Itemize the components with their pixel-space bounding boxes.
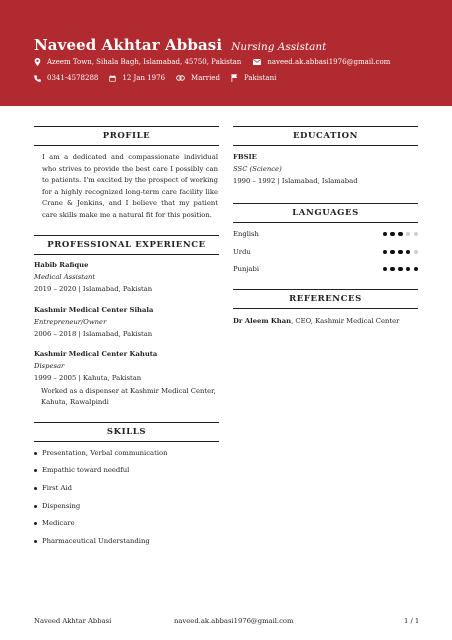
education-meta: 1990 – 1992 | Islamabad, Islamabad — [233, 177, 358, 185]
phone-text[interactable]: 0341-4578288 — [47, 74, 99, 82]
rating-dot — [383, 250, 388, 255]
language-name: English — [233, 230, 259, 238]
rating-dot — [406, 250, 411, 255]
rating-dot — [390, 267, 395, 272]
marital-text: Married — [191, 74, 220, 82]
nationality-text: Pakistani — [243, 74, 277, 82]
rating-dot — [406, 232, 411, 237]
skill-text: Empathic toward needful — [42, 466, 130, 474]
skill-item — [34, 466, 129, 474]
skill-text: Dispensing — [42, 502, 81, 510]
job-meta: 1999 – 2005 | Kahuta, Pakistan — [34, 374, 142, 382]
degree-name: SSC (Science) — [233, 165, 282, 173]
company-name: Kashmir Medical Center Kahuta — [34, 350, 158, 358]
job-description-line: Kahuta, Rawalpindi — [41, 398, 109, 406]
profile-heading: PROFILE — [34, 126, 219, 146]
skill-text: First Aid — [42, 484, 72, 492]
email-text[interactable]: naveed.ak.abbasi1976@gmail.com — [267, 58, 391, 66]
rings-icon — [176, 75, 185, 81]
job-role: Entrepreneur/Owner — [34, 318, 107, 326]
marital-item — [176, 74, 220, 82]
reference-name: Dr Aleem Khan — [233, 317, 292, 325]
language-row — [233, 248, 418, 256]
address-text: Azeem Town, Sihala Bagh, Islamabad, 45750, Pakistan — [47, 58, 242, 66]
job-title: Nursing Assistant — [231, 41, 327, 53]
rating-dot — [414, 250, 419, 255]
address-item — [34, 58, 241, 66]
contact-row-2 — [34, 74, 287, 82]
education-heading: EDUCATION — [233, 126, 418, 146]
footer-name: Naveed Akhtar Abbasi — [34, 617, 112, 625]
bullet-icon — [34, 452, 37, 455]
language-rating — [380, 250, 418, 255]
phone-item[interactable] — [34, 74, 98, 82]
experience-heading: PROFESSIONAL EXPERIENCE — [34, 235, 219, 255]
job-meta: 2006 – 2018 | Islamabad, Pakistan — [34, 330, 153, 338]
skill-item — [34, 502, 80, 510]
skill-item — [34, 519, 75, 527]
name-line — [34, 35, 326, 54]
skill-text: Pharmaceutical Understanding — [42, 537, 150, 545]
job-role: Medical Assistant — [34, 273, 96, 281]
job-description-line: Worked as a dispenser at Kashmir Medical Center, — [41, 387, 216, 395]
reference-entry — [233, 317, 399, 325]
job-role: Dispesar — [34, 362, 65, 370]
languages-heading: LANGUAGES — [233, 203, 418, 223]
bullet-icon — [34, 469, 37, 472]
phone-icon — [34, 75, 41, 82]
skill-text: Medicare — [42, 519, 75, 527]
company-name: Habib Rafique — [34, 261, 89, 269]
skill-item — [34, 484, 72, 492]
reference-detail: , CEO, Kashmir Medical Center — [291, 317, 400, 325]
rating-dot — [406, 267, 411, 272]
skill-text: Presentation, Verbal communication — [42, 449, 168, 457]
profile-text: I am a dedicated and compassionate individual who strives to provide the best care I possibly can to patients. I'm excited by the prospect of working for a highly recognized long-term care facility like Crane & Jenkins, and I believe that my patient care skills make me a natural fit for this position. — [42, 153, 218, 219]
language-name: Punjabi — [233, 265, 260, 273]
rating-dot — [414, 232, 419, 237]
skill-item — [34, 449, 167, 457]
bullet-icon — [34, 522, 37, 525]
calendar-icon — [109, 75, 116, 82]
school-name: FBSIE — [233, 153, 257, 161]
language-rating — [380, 267, 418, 272]
job-meta: 2019 – 2020 | Islamabad, Pakistan — [34, 285, 153, 293]
bullet-icon — [34, 487, 37, 490]
email-item[interactable] — [253, 58, 390, 66]
flag-icon — [231, 74, 238, 82]
birthdate-text: 12 Jan 1976 — [122, 74, 166, 82]
rating-dot — [414, 267, 419, 272]
bullet-icon — [34, 540, 37, 543]
rating-dot — [398, 232, 403, 237]
birthdate-item — [109, 74, 165, 82]
skill-item — [34, 537, 150, 545]
candidate-name: Naveed Akhtar Abbasi — [34, 36, 223, 54]
rating-dot — [383, 267, 388, 272]
rating-dot — [390, 250, 395, 255]
language-row — [233, 265, 418, 273]
references-heading: REFERENCES — [233, 289, 418, 309]
location-pin-icon — [34, 58, 41, 66]
footer-email[interactable]: naveed.ak.abbasi1976@gmail.com — [174, 617, 294, 625]
envelope-icon — [253, 59, 261, 65]
bullet-icon — [34, 505, 37, 508]
language-rating — [380, 232, 418, 237]
nationality-item — [231, 74, 276, 82]
contact-row-1 — [34, 58, 401, 66]
language-name: Urdu — [233, 248, 251, 256]
header-banner — [0, 0, 452, 106]
rating-dot — [390, 232, 395, 237]
rating-dot — [398, 267, 403, 272]
rating-dot — [398, 250, 403, 255]
footer-page: 1 / 1 — [404, 617, 420, 625]
skills-heading: SKILLS — [34, 422, 219, 442]
language-row — [233, 230, 418, 238]
rating-dot — [383, 232, 388, 237]
company-name: Kashmir Medical Center Sihala — [34, 306, 154, 314]
